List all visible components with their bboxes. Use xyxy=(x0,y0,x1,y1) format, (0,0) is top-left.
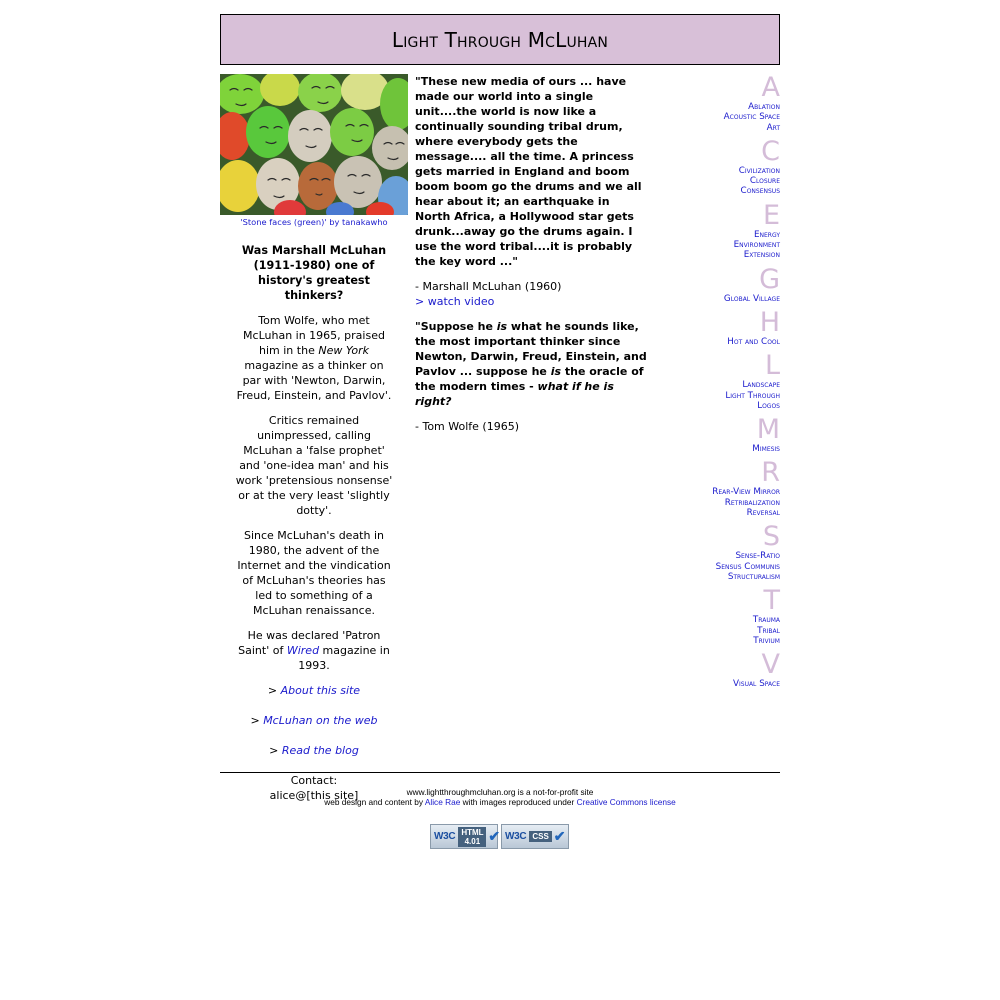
footer-line-1: www.lightthroughmcluhan.org is a not-for-profit site xyxy=(406,787,594,797)
wired-link[interactable]: Wired xyxy=(286,644,320,657)
intro-paragraph-critics: Critics remained unimpressed, calling McLuhan a 'false prophet' and 'one-idea man' and his work 'pretensious nonsense' or at the very least 'slightly dotty'. xyxy=(235,414,393,517)
footer-divider xyxy=(220,772,780,773)
text-span: what he sounds like, the most important thinker since Newton, Darwin, Freud, Einstein, and Pavlov ... suppose he xyxy=(415,320,647,378)
index-term-link[interactable]: Landscape xyxy=(742,380,780,391)
about-site-link[interactable]: About this site xyxy=(280,684,361,697)
index-letter-v: V xyxy=(761,649,780,681)
w3c-logo-text: W3C xyxy=(505,831,527,842)
validator-badges xyxy=(430,824,569,849)
index-term-link[interactable]: Structuralism xyxy=(727,571,780,582)
contact-label: Contact: xyxy=(290,774,338,787)
w3c-css-badge[interactable] xyxy=(501,824,569,849)
index-group-v xyxy=(690,651,780,689)
index-term-link[interactable]: Acoustic Space xyxy=(723,112,780,123)
index-letter-m: M xyxy=(756,414,780,446)
nav-arrow: > xyxy=(250,714,264,727)
badge-kind: HTML 4.01 xyxy=(458,827,486,847)
index-letter-t: T xyxy=(763,585,780,617)
index-letter-c: C xyxy=(761,135,780,167)
text-span: web design and content by xyxy=(324,796,425,807)
quotes-column xyxy=(415,74,647,444)
emphasis: is xyxy=(550,365,562,378)
site-header xyxy=(220,14,780,65)
text-span: magazine as a thinker on par with 'Newton, Darwin, Freud, Einstein, and Pavlov'. xyxy=(236,359,392,402)
intro-question: Was Marshall McLuhan (1911-1980) one of history's greatest thinkers? xyxy=(241,244,387,302)
index-term-link[interactable]: Global Village xyxy=(723,293,780,304)
index-group-e xyxy=(690,199,780,261)
index-group-r xyxy=(690,459,780,518)
read-blog-link[interactable]: Read the blog xyxy=(281,744,359,757)
index-group-c xyxy=(690,135,780,197)
text-span: magazine in 1993. xyxy=(298,644,390,672)
index-letter-a: A xyxy=(761,72,780,103)
w3c-logo-text: W3C xyxy=(434,831,456,842)
index-term-link[interactable]: Consensus xyxy=(740,186,780,197)
index-term-link[interactable]: Environment xyxy=(733,240,780,251)
index-letter-e: E xyxy=(762,199,780,231)
index-term-link[interactable]: Tribal xyxy=(757,625,780,636)
index-term-link[interactable]: Sense-Ratio xyxy=(735,551,780,562)
index-term-link[interactable]: Hot and Cool xyxy=(727,336,780,347)
badge-kind: CSS xyxy=(529,831,551,842)
attribution-text: - Marshall McLuhan (1960) xyxy=(415,280,562,293)
index-term-link[interactable]: Civilization xyxy=(738,165,780,176)
index-letter-s: S xyxy=(762,521,780,553)
index-term-link[interactable]: Trivium xyxy=(753,635,780,646)
index-group-h xyxy=(690,306,780,347)
contact-email: alice@[this site] xyxy=(269,789,359,802)
nav-about xyxy=(234,683,394,698)
alphabet-index xyxy=(690,74,780,694)
mcluhan-quote: "These new media of ours ... have made our world into a single unit....the world is now like a continually sounding tribal drum, where everybody gets the message.... all the time. A princess gets married in England and boom boom boom go the drums and we all hear about it; an earthquake in North Africa, a Hollywood star gets drunk...away go the drums again. I use the word tribal....it is probably the key word ..." xyxy=(415,75,642,268)
stone-faces-image xyxy=(220,74,408,215)
wolfe-quote xyxy=(415,319,647,409)
checkmark-icon: ✔ xyxy=(488,828,501,844)
index-term-link[interactable]: Rear-View Mirror xyxy=(712,487,780,498)
index-term-link[interactable]: Mimesis xyxy=(752,444,780,455)
left-column xyxy=(220,74,408,813)
emphasis: what if he is right? xyxy=(415,380,614,408)
watch-video-link[interactable]: > watch video xyxy=(415,295,495,308)
intro-paragraph-renaissance: Since McLuhan's death in 1980, the advent of the Internet and the vindication of McLuhan's theories has led to something of a McLuhan renaissance. xyxy=(237,529,391,617)
index-term-link[interactable]: Sensus Communis xyxy=(715,561,780,572)
nav-arrow: > xyxy=(269,744,282,757)
index-term-link[interactable]: Art xyxy=(766,122,780,133)
magazine-name: New York xyxy=(318,344,369,357)
index-term-link[interactable]: Ablation xyxy=(748,102,780,112)
index-group-l xyxy=(690,352,780,411)
text-span: with images reproduced under xyxy=(460,796,577,807)
nav-web xyxy=(234,713,394,728)
license-link[interactable]: Creative Commons license xyxy=(576,796,676,807)
index-term-link[interactable]: Energy xyxy=(753,229,780,240)
index-letter-l: L xyxy=(764,350,780,382)
index-group-m xyxy=(690,416,780,454)
intro-paragraph-wired xyxy=(234,628,394,673)
index-letter-g: G xyxy=(759,263,780,295)
index-term-link[interactable]: Extension xyxy=(743,250,780,261)
footer-line-2 xyxy=(220,798,780,808)
index-group-t xyxy=(690,587,780,646)
index-term-link[interactable]: Logos xyxy=(757,400,780,411)
intro-text xyxy=(234,227,394,803)
photo-caption-link[interactable]: 'Stone faces (green)' by tanakawho xyxy=(240,217,388,227)
stone-faces-photo[interactable] xyxy=(220,74,408,215)
nav-arrow: > xyxy=(267,684,281,697)
index-letter-r: R xyxy=(761,457,780,489)
index-letter-h: H xyxy=(759,306,780,338)
site-title[interactable]: Light Through McLuhan xyxy=(391,27,609,52)
checkmark-icon: ✔ xyxy=(553,828,566,844)
wolfe-attribution: - Tom Wolfe (1965) xyxy=(415,420,519,433)
site-footer xyxy=(220,788,780,807)
text-span: the oracle of the modern times - xyxy=(415,365,644,393)
mcluhan-attribution xyxy=(415,279,647,309)
index-term-link[interactable]: Trauma xyxy=(752,615,780,626)
text-span: "Suppose he xyxy=(415,320,497,333)
index-term-link[interactable]: Light Through xyxy=(725,390,780,401)
index-term-link[interactable]: Reversal xyxy=(746,508,780,519)
index-group-s xyxy=(690,523,780,582)
text-span: Tom Wolfe, who met McLuhan in 1965, praised him in the xyxy=(243,314,385,357)
intro-paragraph-wolfe xyxy=(234,313,394,403)
index-term-link[interactable]: Closure xyxy=(749,176,780,187)
index-group-a xyxy=(690,74,780,133)
author-link[interactable]: Alice Rae xyxy=(424,796,461,807)
index-group-g xyxy=(690,263,780,304)
emphasis: is xyxy=(496,320,508,333)
w3c-html-badge[interactable] xyxy=(430,824,501,849)
text-span: He was declared 'Patron Saint' of xyxy=(238,629,381,657)
index-term-link[interactable]: Visual Space xyxy=(732,679,780,690)
mcluhan-on-web-link[interactable]: McLuhan on the web xyxy=(263,714,378,727)
nav-blog xyxy=(234,743,394,758)
index-term-link[interactable]: Retribalization xyxy=(724,497,780,508)
